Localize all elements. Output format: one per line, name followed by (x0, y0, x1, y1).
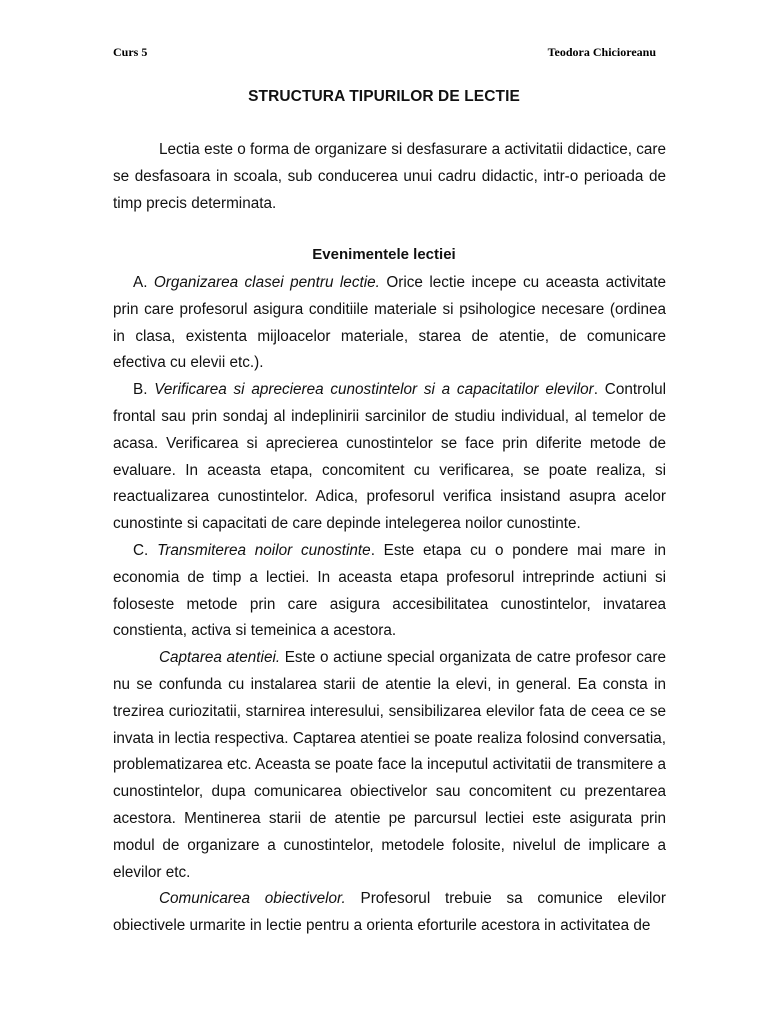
event-item-b (113, 377, 666, 538)
event-letter: A. (133, 274, 148, 291)
event-text: Orice lectie incepe cu aceasta activitate prin care profesorul asigura conditiile materiale si psihologice necesare (ordinea in clasa, existenta mijloacelor materiale, starea de atentie, de comunicare efectiva cu elevii etc.). (113, 274, 666, 372)
intro-paragraph: Lectia este o forma de organizare si desfasurare a activitatii didactice, care se desfasoara in scoala, sub conducerea unui cadru didactic, intr-o perioada de timp precis determinata. (113, 141, 666, 212)
subsection-text: Este o actiune special organizata de catre profesor care nu se confunda cu instalarea starii de atentie la elevi, in general. Ea consta in trezirea curiozitatii, starnirea interesului, sensibilizarea elevilor fata de ceea ce se invata in lectia respectiva. Captarea atentiei se poate realiza folosind conversatia, problematizarea etc. Aceasta se poate face la inceputul activitatii de transmitere a cunostintelor, dupa comunicarea obiectivelor sau concomitent cu prezentarea acestora. Mentinerea starii de atentie pe parcursul lectiei este asigurata prin modul de organizare a cunostintelor, metodele folosite, nivelul de implicare a elevilor etc. (113, 649, 666, 881)
event-heading: Organizarea clasei pentru lectie. (153, 274, 380, 291)
subsection-comunicarea-obiectivelor (113, 886, 666, 940)
event-text: . Este etapa cu o pondere mai mare in economia de timp a lectiei. In aceasta etapa profesorul intreprinde actiuni si foloseste metode prin care asigura accesibilitatea cunostintelor, invatarea constienta, activa si temeinica a acestora. (113, 541, 666, 640)
subsection-heading: Comunicarea obiectivelor. (159, 890, 346, 908)
events-block (113, 270, 666, 940)
event-text: . Controlul frontal sau prin sondaj al indeplinirii sarcinilor de studiu individual, al temelor de acasa. Verificarea si aprecierea cunostintelor se face prin diferite metode de evaluare. In aceasta etapa, concomitent cu verificarea, se poate realiza, si reactualizarea cunostintelor. Adica, profesorul verifica insistand asupra acelor cunostinte si capacitati de care depinde intelegerea noilor cunostinte. (113, 381, 667, 533)
event-heading: Verificarea si aprecierea cunostintelor si a capacitatilor elevilor (154, 381, 594, 399)
event-letter: C. (133, 541, 149, 559)
header-course: Curs 5 (113, 45, 148, 59)
subsection-text: Profesorul trebuie sa comunice elevilor obiectivele urmarite in lectie pentru a orienta eforturile acestora in activitatea de (113, 890, 666, 935)
subsection-captarea-atentiei (113, 645, 666, 886)
header-author: Teodora Chicioreanu (547, 45, 656, 59)
section-title: Evenimentele lectiei (312, 246, 456, 263)
event-item-c (113, 538, 666, 645)
subsection-heading: Captarea atentiei. (159, 649, 281, 667)
document-title: STRUCTURA TIPURILOR DE LECTIE (248, 88, 520, 105)
intro-block (113, 137, 666, 217)
event-letter: B. (133, 381, 148, 399)
event-heading: Transmiterea noilor cunostinte (157, 541, 371, 559)
event-item-a (113, 270, 666, 377)
